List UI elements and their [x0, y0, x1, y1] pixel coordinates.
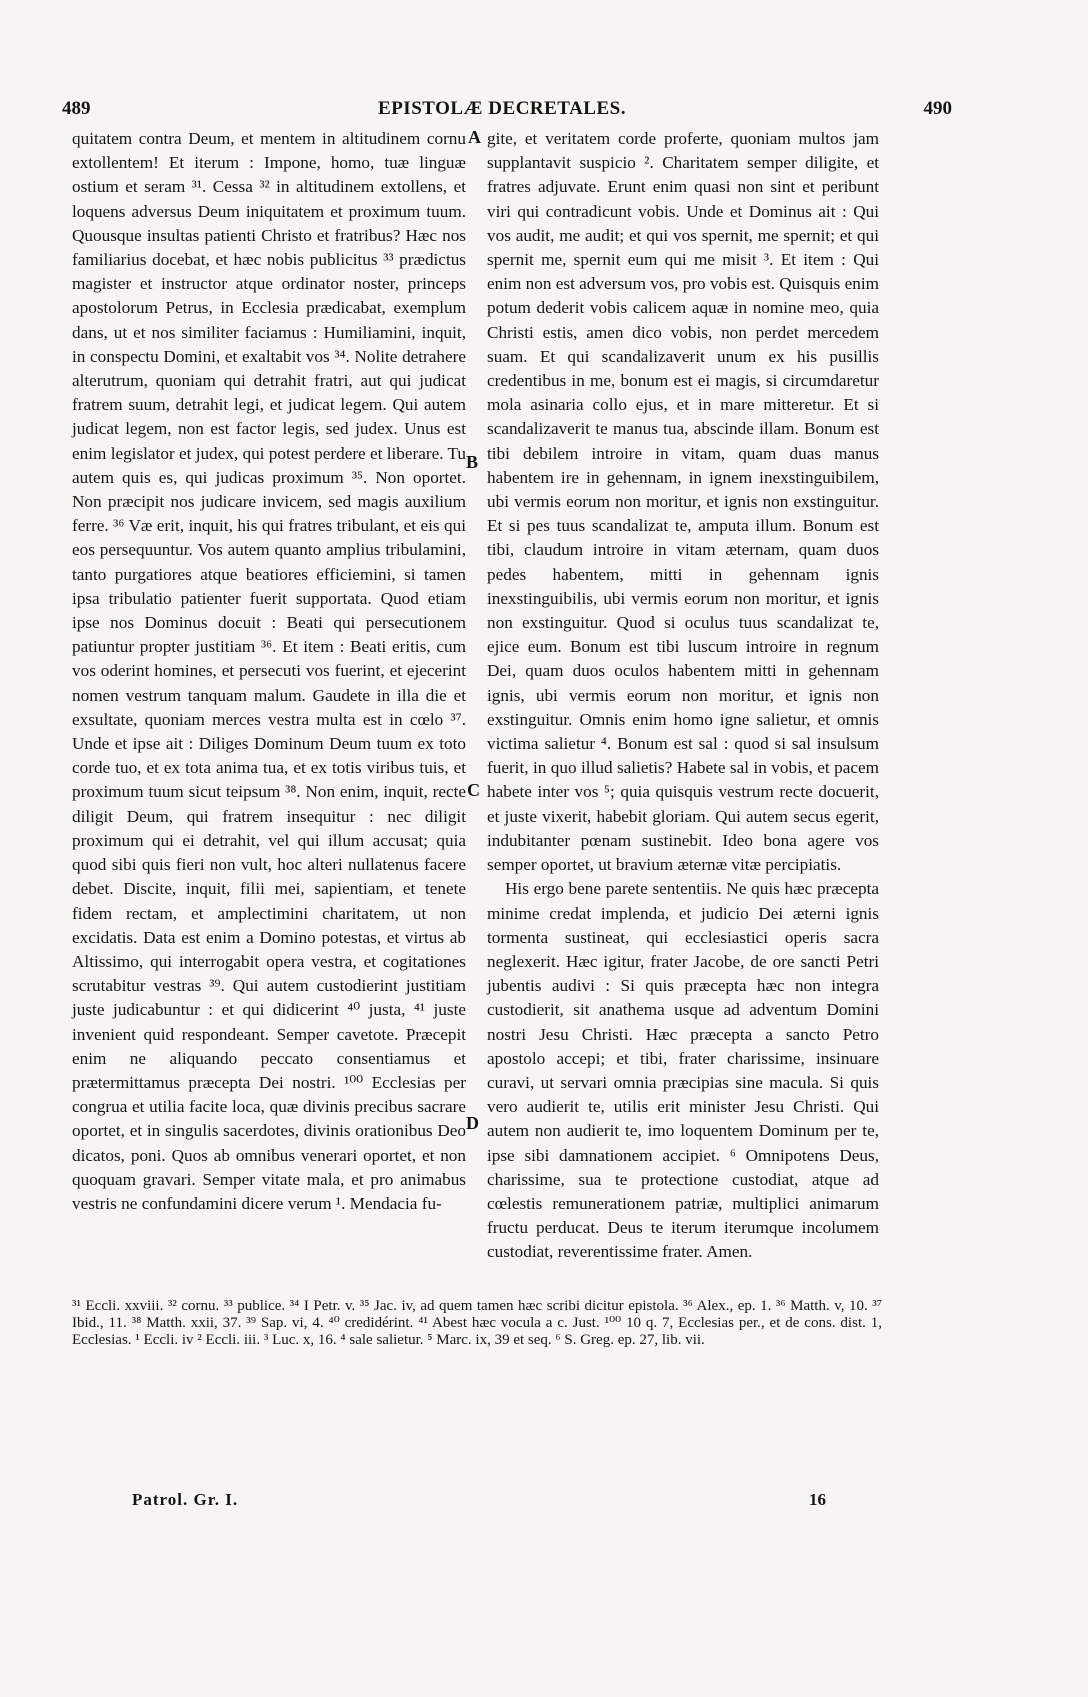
margin-marker-b: B	[466, 452, 479, 472]
footer-sheet-number: 16	[809, 1490, 826, 1509]
margin-marker-a: A	[468, 127, 481, 147]
right-column	[487, 127, 879, 1265]
page-number-right: 490	[923, 98, 952, 119]
footnotes: ³¹ Eccli. xxviii. ³² cornu. ³³ publice. ³⁴ I Petr. v. ³⁵ Jac. iv, ad quem tamen hæc scribi dicitur epistola. ³⁶ Alex., ep. 1. ³⁶ Matth. v, 10. ³⁷ Ibid., 11. ³⁸ Matth. xxii, 37. ³⁹ Sap. vi, 4. ⁴⁰ credidérint. ⁴¹ Abest hæc vocula a c. Just. ¹⁰⁰ 10 q. 7, Ecclesias per., et de cons. dist. 1, Ecclesias. ¹ Eccli. iv ² Eccli. iii. ³ Luc. x, 16. ⁴ sale salietur. ⁵ Marc. ix, 39 et seq. ⁶ S. Greg. ep. 27, lib. vii.	[72, 1298, 882, 1348]
footer-signature: Patrol. Gr. I.	[132, 1490, 239, 1509]
margin-marker-d: D	[466, 1113, 479, 1133]
page-title: EPISTOLÆ DECRETALES.	[378, 98, 626, 119]
margin-marker-c: C	[467, 780, 480, 800]
left-column-paragraph: quitatem contra Deum, et mentem in altitudinem cornu extollentem! Et iterum : Impone, homo, tuæ linguæ ostium et seram ³¹. Cessa ³² in altitudinem extollens, et loquens adversus Deum iniquitatem et proximum tuum. Quousque insultas patienti Christo et fratribus? Hæc nos familiarius docebat, et hæc nobis publicitus ³³ prædictus magister et instructor atque ordinator noster, princeps apostolorum Petrus, in Ecclesia prædicabat, exemplum dans, ut et nos similiter faciamus : Humiliamini, inquit, in conspectu Domini, et exaltabit vos ³⁴. Nolite detrahere alterutrum, quoniam qui detrahit fratri, aut qui judicat fratrem suum, detrahit legi, et judicat legem. Qui autem judicat legem, non est factor legis, sed judex. Unus est enim legislator et judex, qui potest perdere et liberare. Tu autem quis es, qui judicas proximum ³⁵. Non oportet. Non præcipit nos judicare invicem, sed magis auxilium ferre. ³⁶ Væ erit, inquit, his qui fratres tribulant, et eis qui eos persequuntur. Vos autem quanto amplius tribulamini, tanto purgatiores atque beatiores efficiemini, si tamen ipsa tribulatio patienter fuerit supportata. Quod etiam ipse nos Dominus docuit : Beati qui persecutionem patiuntur propter justitiam ³⁶. Et item : Beati eritis, cum vos oderint homines, et persecuti vos fuerint, et ejecerint nomen vestrum tanquam malum. Gaudete in illa die et exsultate, quoniam merces vestra multa est in cœlo ³⁷. Unde et ipse ait : Diliges Dominum Deum tuum ex toto corde tuo, et ex tota anima tua, et ex totis viribus tuis, et proximum tuum sicut teipsum ³⁸. Non enim, inquit, recte diligit Deum, qui fratrem insequitur : nec diligit proximum qui ei detrahit, vel qui illum accusat; quia quod sibi quis fieri non vult, hoc alteri nullatenus facere debet. Discite, inquit, filii mei, sapientiam, et tenete fidem rectam, et amplectimini charitatem, ut non excidatis. Data est enim a Domino potestas, et virtus ab Altissimo, qui interrogabit opera vestra, et cogitationes scrutabitur vestras ³⁹. Qui autem custodierint justitiam juste judicabuntur : et qui didicerint ⁴⁰ justa, ⁴¹ juste invenient quid respondeant. Semper cavetote. Præcepit enim ne aliquando peccato consentiamus et prætermittamus præcepta Dei nostri. ¹⁰⁰ Ecclesias per congrua et utilia facite loca, quæ divinis precibus sacrare oportet, et in singulis sacerdotes, divinis orationibus Deo dicatos, poni. Quos ab omnibus venerari oportet, et non quoquam gravari. Semper vitate mala, et pro animabus vestris ne confundamini dicere verum ¹. Mendacia fu-	[72, 129, 466, 1213]
running-header	[52, 98, 952, 122]
page-footer	[100, 1490, 826, 1516]
right-column-paragraph: gite, et veritatem corde proferte, quoniam multos jam supplantavit suspicio ². Charitatem semper diligite, et fratres adjuvate. Erunt enim quasi non sint et peribunt viri qui contradicunt vobis. Unde et Dominus ait : Qui vos audit, me audit; et qui vos spernit, me spernit; et qui spernit me, spernit eum qui me misit ³. Et item : Qui enim non est adversum vos, pro vobis est. Quisquis enim potum dederit vobis calicem aquæ in nomine meo, quia Christi estis, amen dico vobis, non perdet mercedem suam. Et qui scandalizaverit unum ex his pusillis credentibus in me, bonum est ei magis, si circumdaretur mola asinaria collo ejus, et in mare mitteretur. Et si scandalizaverit te manus tua, abscinde illam. Bonum est tibi debilem introire in vitam, quam duas manus habentem ire in gehennam, in ignem inexstinguibilem, ubi vermis eorum non moritur, et ignis non exstinguitur. Et si pes tuus scandalizat te, amputa illum. Bonum est tibi, claudum introire in vitam æternam, quam duos pedes habentem, mitti in gehennam ignis inexstinguibilis, ubi vermis eorum non moritur, et ignis non exstinguitur. Quod si oculus tuus scandalizat te, ejice eum. Bonum est tibi luscum introire in regnum Dei, quam duos oculos habentem mitti in gehennam ignis, ubi vermis eorum non moritur, et ignis non exstinguitur. Omnis enim homo igne salietur, et omnis victima salietur ⁴. Bonum est sal : quod si sal insulsum fuerit, in quo illud salietis? Habete sal in vobis, et pacem habete inter vos ⁵; quia quisquis vestrum recte docuerit, et juste vixerit, habebit gloriam. Qui autem secus egerit, indubitanter pœnam sustinebit. Ideo bona agere vos semper oportet, ut bravium æternæ vitæ percipiatis.	[487, 129, 879, 875]
page-number-left: 489	[62, 98, 91, 119]
left-column	[72, 127, 466, 1216]
right-column-paragraph: His ergo bene parete sententiis. Ne quis hæc præcepta minime credat implenda, et judicio Dei æterni ignis tormenta sustineat, qui ecclesiastici operis sacra neglexerit. Hæc igitur, frater Jacobe, de ore sancti Petri jubentis audivi : Si quis præcepta hæc non integra custodierit, sit anathema usque ad adventum Domini nostri Jesu Christi. Hæc præcepta a sancto Petro apostolo accepi; et tibi, frater charissime, insinuare curavi, ut servari omnia præcipias sine macula. Si quis vero audierit te, utilis erit minister Jesu Christi. Qui autem non audierit te, imo loquentem Dominum per te, ipse sibi damnationem accipiet. ⁶ Omnipotens Deus, charissime, sua te protectione custodiat, atque ad cœlestis remunerationem patriæ, multiplici animarum fructu perducat. Deus te iterum iterumque incolumem custodiat, reverentissime frater. Amen.	[487, 879, 879, 1262]
